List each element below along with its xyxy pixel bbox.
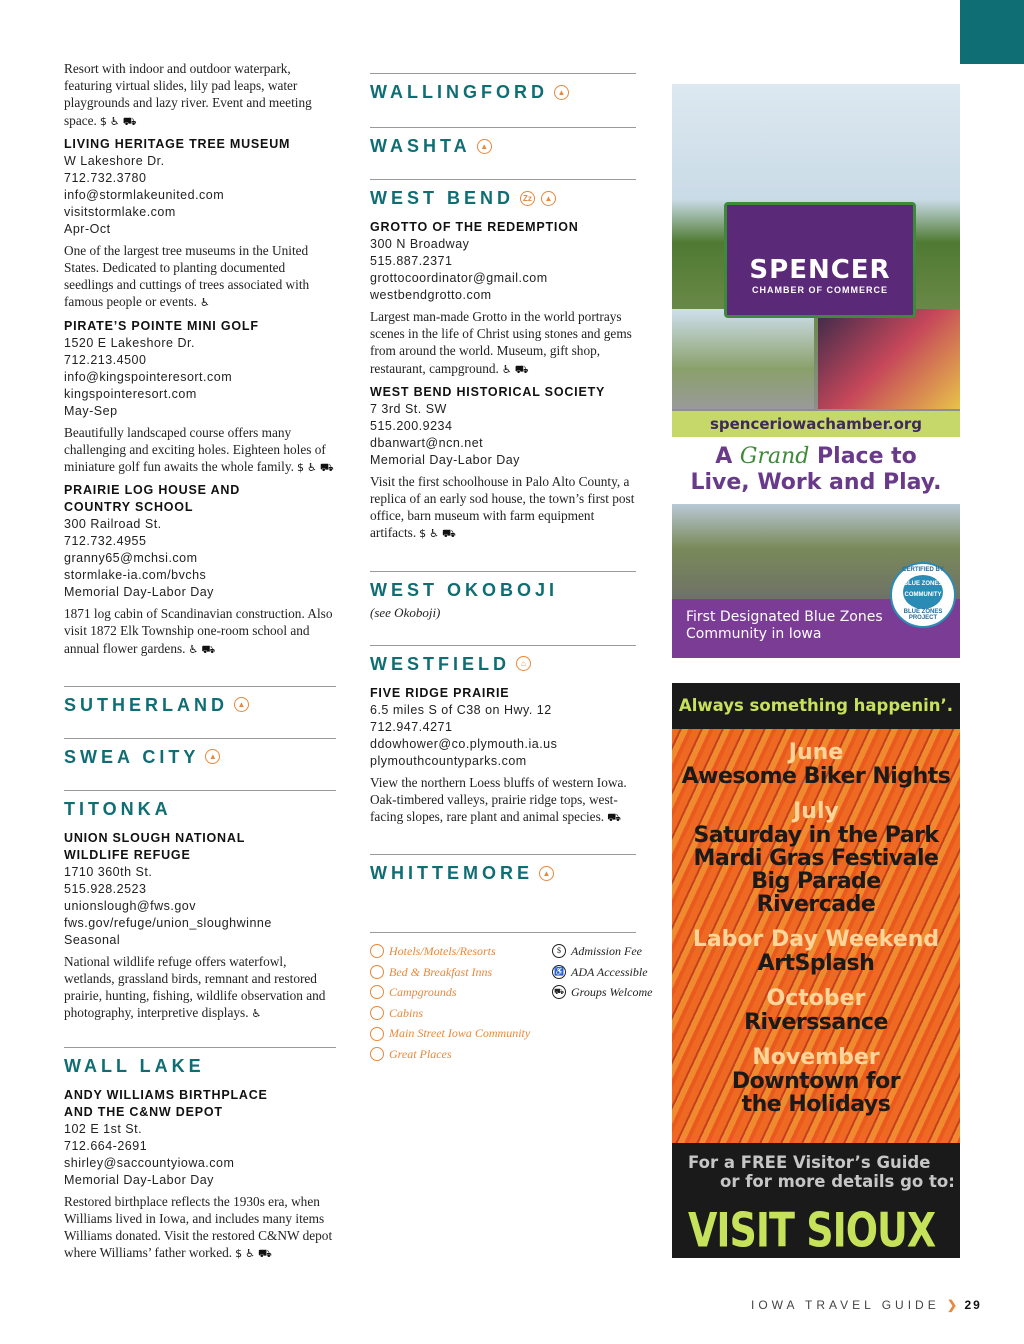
visitor-guide-text: For a FREE Visitor’s Guide or for more details go to: (688, 1153, 955, 1191)
ada-accessible-icon: ♿ (501, 362, 512, 376)
legend-item: Cabins (370, 1003, 530, 1024)
listing-andy-williams (64, 1087, 336, 1263)
section-rule (370, 127, 636, 128)
listing-email[interactable]: dbanwart@ncn.net (370, 435, 484, 450)
section-rule (370, 179, 636, 180)
legend-lodging (370, 941, 530, 1065)
listing-address: 7 3rd St. SW (370, 401, 447, 416)
town-name: WALL LAKE (64, 1055, 205, 1076)
listing-log-house (64, 482, 336, 658)
flags-photo (672, 309, 814, 409)
campground-icon: ▲ (541, 191, 556, 206)
listing-five-ridge (370, 685, 636, 827)
see-also-note: (see Okoboji) (370, 604, 441, 620)
listing-address: 300 Railroad St. (64, 517, 162, 532)
campground-icon: ▲ (205, 749, 220, 764)
listing-west-bend-historical (370, 384, 636, 543)
campground-icon: ▲ (554, 85, 569, 100)
groups-welcome-icon: ⛟ (514, 362, 529, 376)
listing-address: W Lakeshore Dr. (64, 153, 165, 168)
listing-website[interactable]: kingspointeresort.com (64, 386, 197, 401)
listing-name: PIRATE’S POINTE MINI GOLF (64, 318, 259, 333)
listing-name-cont: COUNTRY SCHOOL (64, 500, 194, 515)
listing-name: UNION SLOUGH NATIONAL (64, 830, 246, 845)
corner-tab (960, 0, 1024, 64)
listing-website[interactable]: stormlake-ia.com/bvchs (64, 568, 207, 583)
blue-zones-badge: CERTIFIED BY BLUE ZONES COMMUNITY BLUE ZONES PROJECT (890, 562, 956, 628)
legend-item: Hotels/Motels/Resorts (370, 941, 530, 962)
listing-phone: 712.213.4500 (64, 352, 147, 367)
bed-breakfast-icon (370, 965, 384, 979)
listing-address: 102 E 1st St. (64, 1121, 143, 1136)
admission-fee-icon: $ (296, 461, 304, 475)
listing-address: 1710 360th St. (64, 864, 153, 879)
listing-season: Seasonal (64, 932, 121, 947)
column-2 (370, 73, 636, 894)
listing-name: WEST BEND HISTORICAL SOCIETY (370, 384, 606, 399)
listing-union-slough (64, 830, 336, 1023)
section-rule (64, 738, 336, 739)
campground-icon (370, 985, 384, 999)
listing-grotto (370, 219, 636, 378)
groups-welcome-icon: ⛟ (122, 114, 137, 128)
town-heading-sutherland (64, 694, 336, 716)
admission-fee-icon: $ (419, 527, 427, 541)
listing-name-cont: AND THE C&NW DEPOT (64, 1104, 223, 1119)
ad-headline: Always something happenin’. (672, 683, 960, 729)
listing-email[interactable]: granny65@mchsi.com (64, 551, 198, 566)
listing-description: Restored birthplace reflects the 1930s era, when Williams lived in Iowa, and includes many items Williams donated. Visit the restored C&NW depot where Williams’ father worked. (64, 1193, 333, 1261)
listing-phone: 712.947.4271 (370, 719, 453, 734)
hotel-icon: Zz (520, 191, 535, 206)
section-rule (64, 1047, 336, 1048)
town-name: TITONKA (64, 798, 172, 819)
listing-phone: 712.664-2691 (64, 1138, 148, 1153)
guide-title: IOWA TRAVEL GUIDE (751, 1298, 940, 1312)
town-name: WALLINGFORD (370, 82, 548, 102)
town-heading-whittemore (370, 862, 636, 884)
listing-phone: 712.732.3780 (64, 170, 147, 185)
listing-tree-museum (64, 136, 336, 312)
main-street-icon (370, 1027, 384, 1041)
campground-icon: ▲ (539, 866, 554, 881)
listing-website[interactable]: fws.gov/refuge/union_sloughwinne (64, 915, 272, 930)
listing-description: One of the largest tree museums in the United States. Dedicated to planting documented seedlings and cuttings of trees associated with famous people or events. (64, 242, 310, 310)
groups-welcome-icon: ⛟ (442, 527, 456, 541)
listing-description: 1871 log cabin of Scandinavian construction. Also visit 1872 Elk Township one-room school and annual flower gardens. (64, 606, 333, 656)
town-name: WHITTEMORE (370, 863, 533, 884)
listing-description: National wildlife refuge offers waterfowl, wetlands, grassland birds, remnant and restored prairie, hunting, fishing, wildlife observation and photography, interpretive displays. (64, 953, 326, 1021)
listing-name-cont: WILDLIFE REFUGE (64, 847, 191, 862)
listing-description: Largest man-made Grotto in the world portrays scenes in the life of Christ using stones and gems from around the world. Museum, gift shop, restaurant, campground. (370, 309, 632, 376)
listing-name: PRAIRIE LOG HOUSE AND (64, 483, 241, 498)
groups-welcome-icon: ⛟ (319, 461, 334, 475)
town-heading-wall-lake (64, 1055, 336, 1077)
town-name: SWEA CITY (64, 746, 200, 767)
admission-fee-icon: $ (552, 944, 566, 958)
town-heading-washta (370, 135, 636, 157)
blue-zones-banner: First Designated Blue Zones Community in Iowa (672, 599, 960, 658)
listing-season: Memorial Day-Labor Day (370, 452, 520, 467)
ada-accessible-icon: ♿ (188, 642, 199, 656)
town-name: WASHTA (370, 136, 471, 156)
listing-email[interactable]: info@stormlakeunited.com (64, 187, 225, 202)
campground-icon: ▲ (234, 697, 249, 712)
groups-welcome-icon: ⛟ (201, 642, 216, 656)
legend-item: Bed & Breakfast Inns (370, 962, 530, 983)
ada-accessible-icon: ♿ (552, 965, 566, 979)
legend-amenities (552, 941, 652, 1003)
listing-website[interactable]: plymouthcountyparks.com (370, 753, 527, 768)
cabin-icon (370, 1006, 384, 1020)
listing-phone: 515.887.2371 (370, 254, 453, 268)
listing-email[interactable]: shirley@saccountyiowa.com (64, 1155, 235, 1170)
listing-phone: 515.200.9234 (370, 418, 453, 433)
ada-accessible-icon: ♿ (429, 527, 440, 541)
town-heading-westfield (370, 653, 636, 675)
spencer-chamber-ad[interactable] (672, 84, 960, 658)
visit-sioux-city-logo[interactable]: VISIT SIOUX (688, 1202, 936, 1258)
listing-email[interactable]: ddowhower@co.plymouth.ia.us (370, 736, 558, 751)
campground-icon: ▲ (477, 139, 492, 154)
chamber-url[interactable]: spenceriowachamber.org (672, 411, 960, 437)
listing-email[interactable]: unionslough@fws.gov (64, 898, 196, 913)
great-places-icon (370, 1047, 384, 1061)
groups-welcome-icon: ⛟ (607, 811, 621, 825)
listing-season: Apr-Oct (64, 221, 111, 236)
listing-name: GROTTO OF THE REDEMPTION (370, 220, 579, 234)
page-number: 29 (964, 1298, 982, 1312)
chevron-right-icon: ❯ (947, 1298, 958, 1312)
listing-address: 6.5 miles S of C38 on Hwy. 12 (370, 702, 552, 717)
spencer-logo: SPENCER CHAMBER OF COMMERCE (724, 202, 916, 318)
legend-item: ♿ ADA Accessible (552, 962, 652, 983)
legend-item: ⛟ Groups Welcome (553, 985, 653, 1000)
legend-item: Great Places (370, 1044, 530, 1065)
listing-description: Resort with indoor and outdoor waterpark, featuring virtual slides, lily pad leaps, water playgrounds and lazy river. Event and meeting space. (64, 61, 312, 128)
listing-description: Visit the first schoolhouse in Palo Alto County, a replica of an early sod house, the town’s first post office, barn museum with farm equipment artifacts. (370, 473, 635, 541)
listing-mini-golf (64, 318, 336, 477)
town-heading-west-bend (370, 187, 636, 209)
carousel-photo (818, 309, 960, 409)
listing-name: LIVING HERITAGE TREE MUSEUM (64, 136, 291, 151)
listing-phone: 712.732.4955 (64, 534, 147, 549)
listing-address: 300 N Broadway (370, 237, 470, 251)
town-heading-swea-city (64, 746, 336, 768)
ada-accessible-icon: ♿ (109, 114, 120, 128)
town-heading-west-okoboji (370, 579, 636, 601)
town-heading-titonka (64, 798, 336, 820)
town-name: WEST OKOBOJI (370, 579, 559, 600)
listing-description: Beautifully landscaped course offers many challenging and exciting holes. Eighteen holes of miniature golf fun awaits the whole family. (64, 424, 326, 475)
sioux-city-ad[interactable] (672, 683, 960, 1258)
admission-fee-icon: $ (235, 1247, 243, 1261)
listing-season: Memorial Day-Labor Day (64, 585, 214, 600)
listing-resort (64, 60, 336, 130)
ada-accessible-icon: ♿ (251, 1007, 262, 1021)
ad-footer (672, 1143, 960, 1258)
listing-email[interactable]: grottocoordinator@gmail.com (370, 271, 548, 285)
section-rule (370, 645, 636, 646)
listing-phone: 515.928.2523 (64, 881, 147, 896)
legend-item: Campgrounds (370, 982, 530, 1003)
column-1 (64, 60, 336, 1268)
listing-season: May-Sep (64, 403, 118, 418)
ada-accessible-icon: ♿ (245, 1247, 255, 1261)
section-rule (64, 790, 336, 791)
groups-welcome-icon: ⛟ (552, 985, 566, 999)
ad-tagline: A Grand Place to Live, Work and Play. (690, 444, 942, 495)
legend-rule (370, 932, 636, 933)
event-list: June Awesome Biker Nights July Saturday in the Park Mardi Gras Festivale Big Parade Rivercade Labor Day Weekend ArtSplash October Riverssance November Downtown for the Holidays (681, 740, 951, 1117)
listing-description: View the northern Loess bluffs of western Iowa. Oak-timbered valleys, prairie ridge tops, west-facing slopes, rare plant and animal species. (370, 774, 627, 825)
main-street-icon: ⌂ (516, 656, 531, 671)
section-rule (370, 854, 636, 855)
hotel-icon (370, 944, 384, 958)
listing-website[interactable]: visitstormlake.com (64, 204, 176, 219)
listing-address: 1520 E Lakeshore Dr. (64, 335, 195, 350)
page-footer (751, 1298, 982, 1312)
listing-name: FIVE RIDGE PRAIRIE (370, 685, 510, 700)
section-rule (370, 73, 636, 74)
legend-item: $ Admission Fee (552, 941, 652, 962)
ada-accessible-icon: ♿ (306, 461, 317, 475)
ada-accessible-icon: ♿ (199, 296, 210, 310)
listing-name: ANDY WILLIAMS BIRTHPLACE (64, 1087, 268, 1102)
listing-website[interactable]: westbendgrotto.com (370, 288, 492, 302)
section-rule (370, 571, 636, 572)
admission-fee-icon: $ (99, 114, 107, 128)
listing-season: Memorial Day-Labor Day (64, 1172, 214, 1187)
town-heading-wallingford (370, 81, 636, 103)
town-name: SUTHERLAND (64, 694, 228, 715)
legend-item: Main Street Iowa Community (370, 1023, 530, 1044)
town-name: WEST BEND (370, 188, 514, 208)
town-name: WESTFIELD (370, 653, 510, 674)
listing-email[interactable]: info@kingspointeresort.com (64, 369, 233, 384)
section-rule (64, 686, 336, 687)
groups-welcome-icon: ⛟ (257, 1247, 272, 1261)
